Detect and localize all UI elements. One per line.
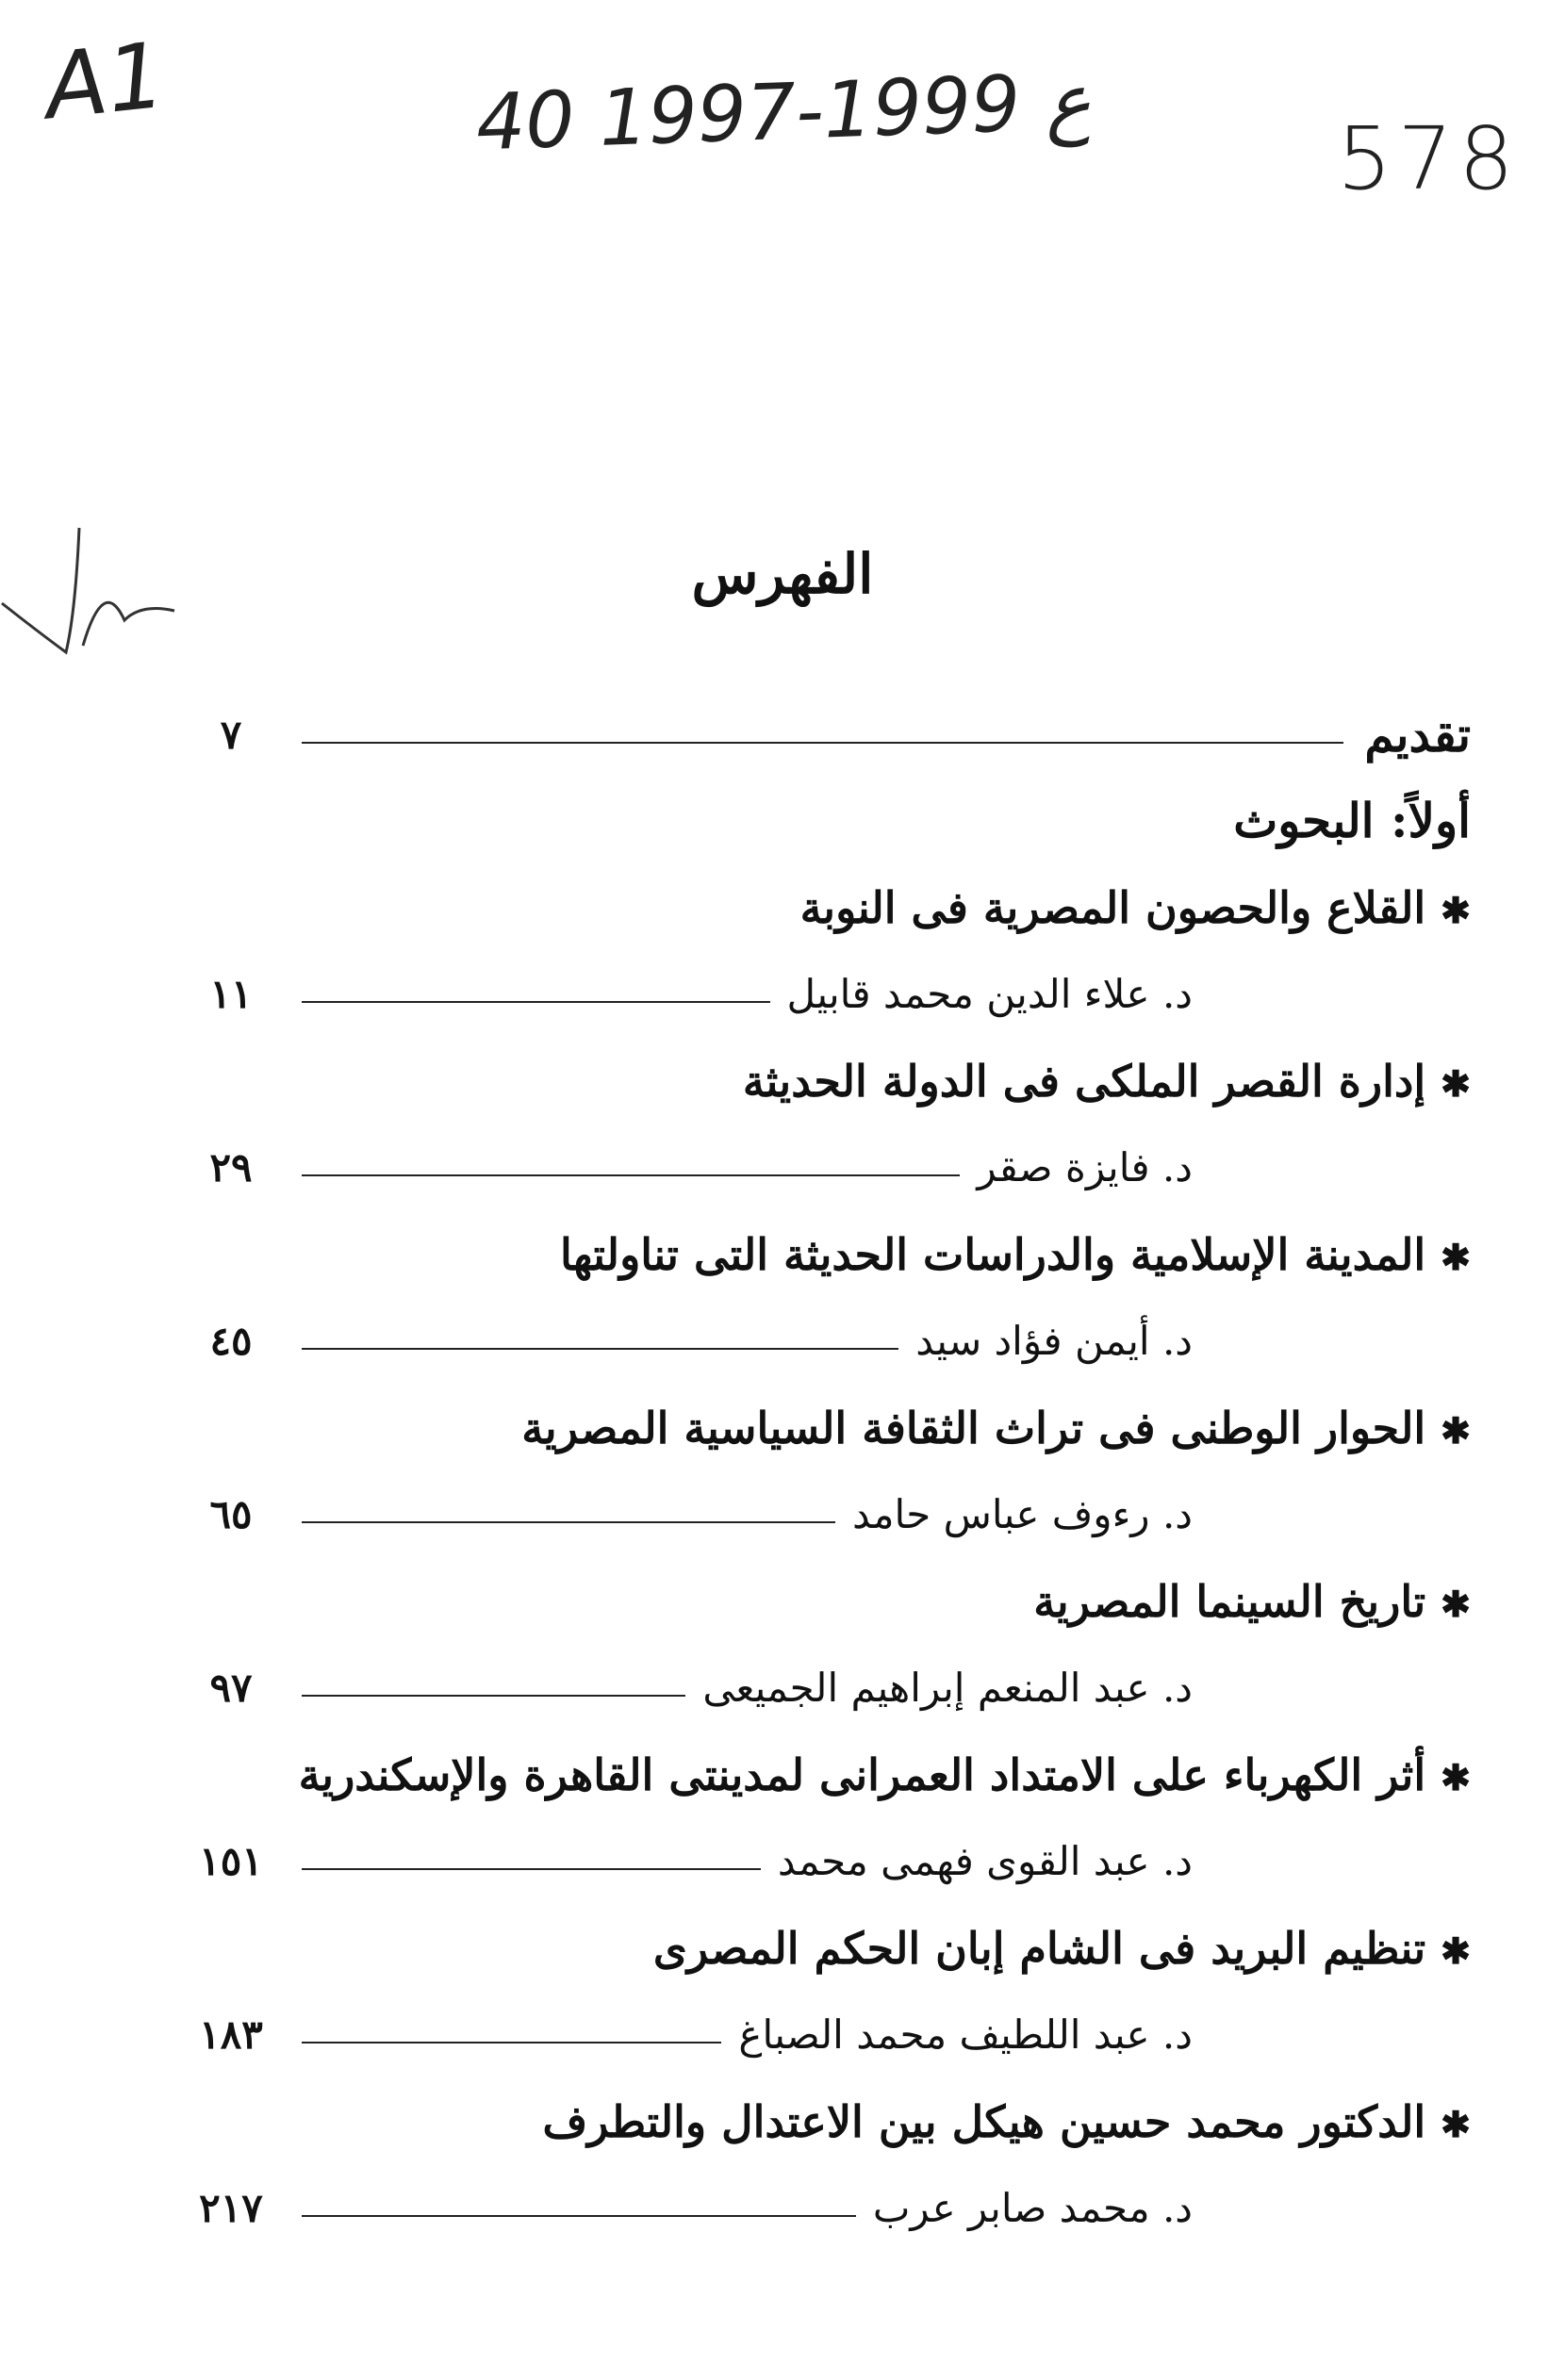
leader-line	[302, 742, 1343, 744]
leader-line	[302, 1521, 835, 1523]
article-author-row	[0, 961, 1565, 1027]
article-title	[743, 1048, 1471, 1117]
article-author: د. عبد المنعم إبراهيم الجميعى	[702, 1665, 1193, 1711]
bullet-icon: ✱	[1441, 1062, 1471, 1105]
article-title-text: المدينة الإسلامية والدراسات الحديثة التى تناولتها	[559, 1229, 1426, 1280]
article-author-row	[0, 2002, 1565, 2068]
article-title-text: إدارة القصر الملكى فى الدولة الحديثة	[742, 1056, 1426, 1107]
article-author: د. محمد صابر عرب	[872, 2185, 1193, 2231]
page-number: ٦٥	[209, 1491, 253, 1537]
page-number: ٤٥	[209, 1318, 253, 1364]
page-number: ٩٧	[209, 1665, 253, 1711]
intro-label: تقديم	[1364, 707, 1471, 763]
article-author: د. عبد اللطيف محمد الصباغ	[738, 2011, 1193, 2058]
bullet-icon: ✱	[1441, 889, 1471, 931]
page-number: ١٥١	[199, 1838, 263, 1884]
article-title-text: الحوار الوطنى فى تراث الثقافة السياسية المصرية	[521, 1403, 1426, 1453]
article-author-row	[0, 1655, 1565, 1721]
article-author: د. رءوف عباس حامد	[851, 1491, 1193, 1537]
page-number: ٢١٧	[199, 2185, 263, 2231]
article-author-row	[0, 1482, 1565, 1548]
leader-line	[302, 1001, 770, 1003]
bullet-icon: ✱	[1441, 2103, 1471, 2145]
article-title	[542, 2089, 1471, 2158]
page-title: الفهرس	[691, 542, 874, 606]
handwritten-page-number: 578	[1337, 108, 1520, 209]
article-title	[653, 1915, 1471, 1984]
article-author: د. أيمن فؤاد سيد	[915, 1318, 1193, 1364]
article-title-row	[0, 1742, 1565, 1808]
article-author: د. فايزة صقر	[977, 1144, 1193, 1190]
article-title-row	[0, 1048, 1565, 1114]
section-heading-row	[0, 788, 1565, 854]
bullet-icon: ✱	[1441, 1583, 1471, 1625]
article-author-row	[0, 2175, 1565, 2241]
leader-line	[302, 2042, 721, 2044]
article-title	[521, 1395, 1471, 1464]
page-number: ٢٩	[209, 1144, 253, 1190]
leader-line	[302, 2215, 856, 2217]
article-title-row	[0, 875, 1565, 941]
article-title-row	[0, 1915, 1565, 1981]
leader-line	[302, 1348, 898, 1350]
bullet-icon: ✱	[1441, 1756, 1471, 1798]
article-title	[1033, 1568, 1471, 1637]
page-number: ١٨٣	[199, 2011, 263, 2058]
article-title-row	[0, 2089, 1565, 2155]
article-title-text: الدكتور محمد حسين هيكل بين الاعتدال والتطرف	[542, 2096, 1426, 2147]
article-title-row	[0, 1395, 1565, 1461]
bullet-icon: ✱	[1441, 1929, 1471, 1972]
article-title-text: القلاع والحصون المصرية فى النوبة	[799, 882, 1426, 933]
section-heading: أولاً: البحوث	[1233, 793, 1471, 848]
leader-line	[302, 1695, 685, 1697]
bullet-icon: ✱	[1441, 1236, 1471, 1278]
article-title-row	[0, 1222, 1565, 1288]
handwritten-volume-years: 40 ع 1999-1997	[474, 57, 1093, 169]
article-title	[299, 1742, 1471, 1811]
page-number: ٧	[220, 712, 242, 758]
leader-line	[302, 1868, 761, 1870]
handwritten-archive-code: A1	[40, 22, 171, 140]
article-author: د. عبد القوى فهمى محمد	[777, 1838, 1193, 1884]
article-title-text: أثر الكهرباء على الامتداد العمرانى لمدينتى القاهرة والإسكندرية	[298, 1749, 1426, 1800]
article-author-row	[0, 1829, 1565, 1895]
leader-line	[302, 1174, 960, 1176]
article-title-row	[0, 1568, 1565, 1634]
page-number: ١١	[209, 971, 253, 1017]
article-author-row	[0, 1308, 1565, 1374]
article-title-text: تنظيم البريد فى الشام إبان الحكم المصرى	[652, 1923, 1426, 1974]
article-title	[800, 875, 1471, 944]
article-author: د. علاء الدين محمد قابيل	[786, 971, 1193, 1017]
article-author-row	[0, 1135, 1565, 1201]
intro-entry	[0, 702, 1565, 768]
bullet-icon: ✱	[1441, 1409, 1471, 1452]
article-title	[560, 1222, 1471, 1290]
article-title-text: تاريخ السينما المصرية	[1033, 1576, 1426, 1627]
